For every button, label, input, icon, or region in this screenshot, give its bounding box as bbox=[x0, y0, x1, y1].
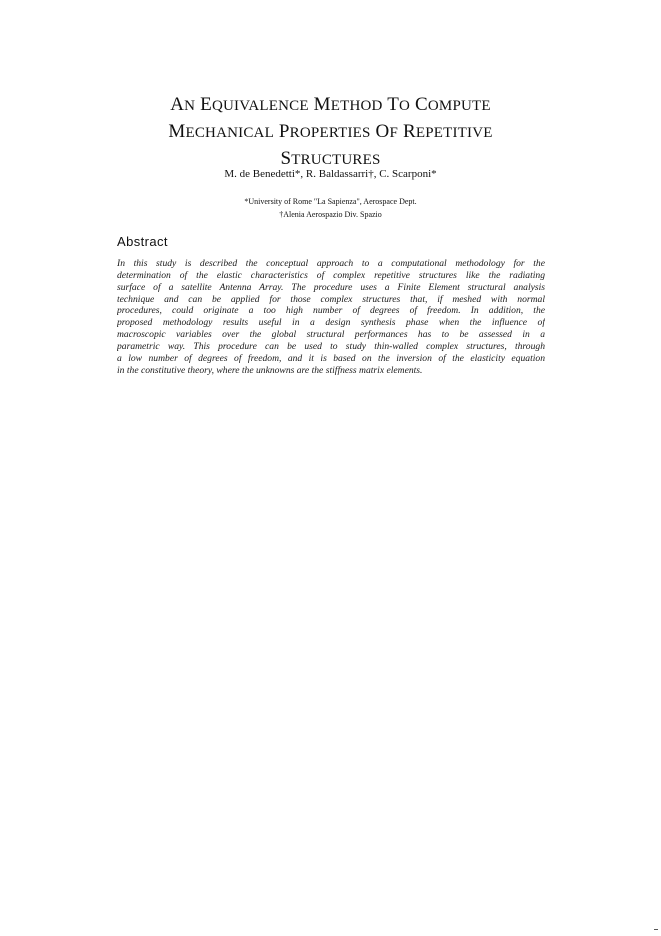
paper-title bbox=[100, 92, 561, 173]
author-list: M. de Benedetti*, R. Baldassarri†, C. Scarponi* bbox=[224, 168, 437, 180]
abstract-line: procedures, could originate a too high number of degrees of freedom. In addition, the bbox=[117, 305, 545, 317]
abstract-body bbox=[117, 258, 545, 376]
abstract-line: in the constitutive theory, where the unknowns are the stiffness matrix elements. bbox=[117, 364, 423, 376]
title-line: STRUCTURES bbox=[280, 148, 381, 169]
title-line: AN EQUIVALENCE METHOD TO COMPUTE bbox=[170, 94, 491, 115]
abstract-line: macroscopic variables over the global structural performances has to be assessed in a bbox=[117, 329, 545, 341]
abstract-line: determination of the elastic characteristics of complex repetitive structures like the radiating bbox=[117, 269, 545, 281]
abstract-heading: Abstract bbox=[117, 234, 168, 249]
affiliation: *University of Rome "La Sapienza", Aerospace Dept. bbox=[244, 197, 417, 206]
abstract-line: surface of a satellite Antenna Array. The procedure uses a Finite Element structural analysis bbox=[117, 281, 545, 293]
abstract-line: a low number of degrees of freedom, and it is based on the inversion of the elasticity equation bbox=[117, 352, 545, 364]
title-line: MECHANICAL PROPERTIES OF REPETITIVE bbox=[168, 121, 493, 142]
abstract-line: technique and can be applied for those complex structures that, if meshed with normal bbox=[117, 293, 545, 305]
page-edge-mark bbox=[654, 929, 658, 930]
affiliation: †Alenia Aerospazio Div. Spazio bbox=[279, 210, 382, 219]
abstract-line: parametric way. This procedure can be used to study thin-walled complex structures, through bbox=[117, 340, 545, 352]
abstract-line: In this study is described the conceptual approach to a computational methodology for the bbox=[117, 258, 545, 269]
abstract-line: proposed methodology results useful in a design synthesis phase when the influence of bbox=[117, 317, 545, 329]
